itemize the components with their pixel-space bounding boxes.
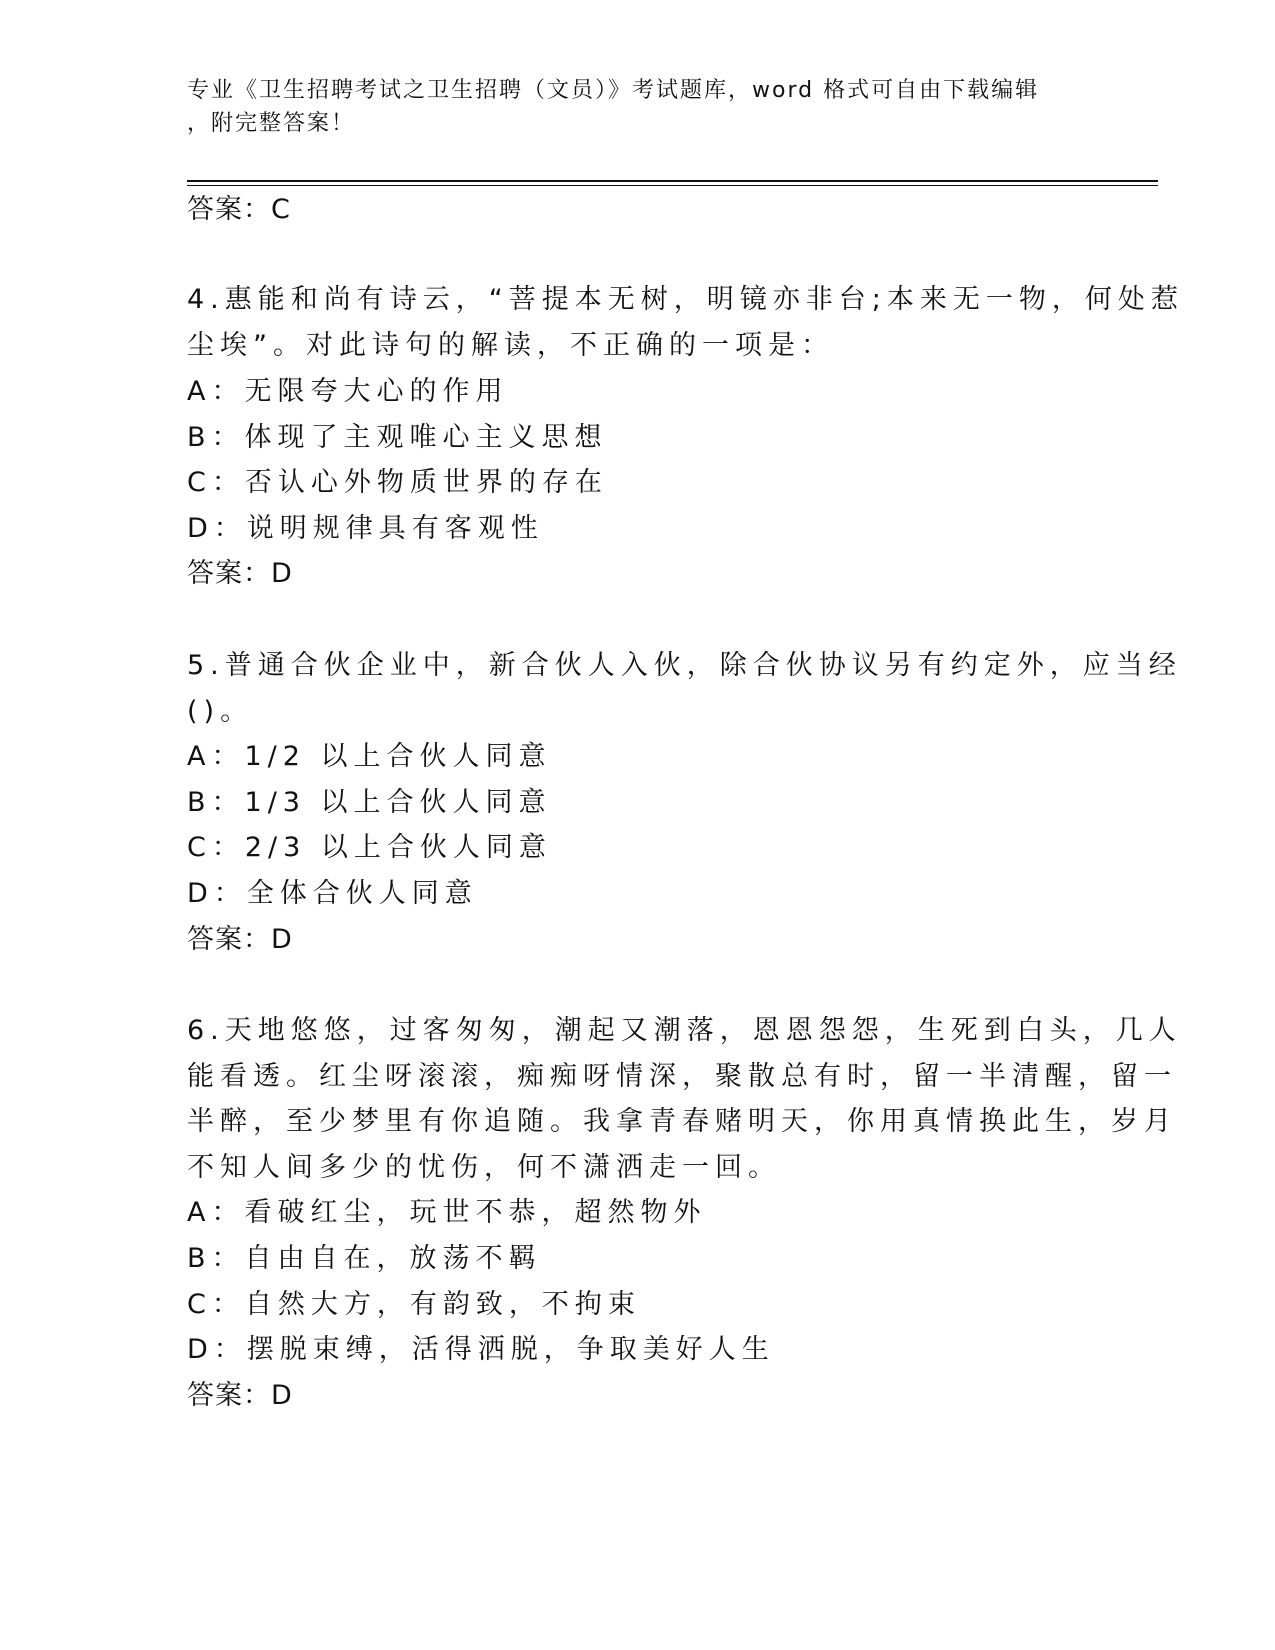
- answer-q3: 答案：C: [187, 194, 291, 225]
- q4-option-a: A：无限夸大心的作用: [187, 376, 509, 407]
- header-line-1: 专业《卫生招聘考试之卫生招聘（文员）》考试题库，word 格式可自由下载编辑: [187, 78, 1040, 103]
- q6-option-c: C：自然大方，有韵致，不拘束: [187, 1289, 641, 1320]
- q6-stem-line-3: 半醉，至少梦里有你追随。我拿青春赌明天，你用真情换此生，岁月: [187, 1106, 1177, 1137]
- document-header: [187, 74, 1087, 140]
- answer-q5: 答案：D: [187, 924, 293, 955]
- q6-option-a: A：看破红尘，玩世不恭，超然物外: [187, 1197, 707, 1228]
- q5-option-b: B：1/3 以上合伙人同意: [187, 787, 552, 818]
- answer-q4: 答案：D: [187, 558, 293, 589]
- q4-option-c: C：否认心外物质世界的存在: [187, 467, 608, 498]
- q6-stem-line-4: 不知人间多少的忧伤，何不潇洒走一回。: [187, 1152, 781, 1183]
- q5-option-d: D：全体合伙人同意: [187, 878, 478, 909]
- q5-option-a: A：1/2 以上合伙人同意: [187, 741, 552, 772]
- header-divider-thick: [187, 180, 1158, 182]
- q4-option-d: D：说明规律具有客观性: [187, 513, 544, 544]
- q5-stem-line-1: 5.普通合伙企业中，新合伙人入伙，除合伙协议另有约定外，应当经: [187, 650, 1182, 681]
- q6-option-d: D：摆脱束缚，活得洒脱，争取美好人生: [187, 1334, 775, 1365]
- q5-option-c: C：2/3 以上合伙人同意: [187, 832, 552, 863]
- q6-stem-line-2: 能看透。红尘呀滚滚，痴痴呀情深，聚散总有时，留一半清醒，留一: [187, 1061, 1177, 1092]
- q6-option-b: B：自由自在，放荡不羁: [187, 1243, 542, 1274]
- answer-q6: 答案：D: [187, 1380, 293, 1411]
- header-line-2: ，附完整答案！: [187, 111, 356, 136]
- q5-stem-line-2: ()。: [187, 696, 254, 727]
- q4-stem-line-2: 尘埃”。对此诗句的解读，不正确的一项是：: [187, 330, 834, 361]
- q4-stem-line-1: 4.惠能和尚有诗云，“菩提本无树，明镜亦非台;本来无一物，何处惹: [187, 284, 1184, 315]
- q4-option-b: B：体现了主观唯心主义思想: [187, 422, 608, 453]
- header-divider-thin: [187, 185, 1158, 186]
- q6-stem-line-1: 6.天地悠悠，过客匆匆，潮起又潮落，恩恩怨怨，生死到白头，几人: [187, 1015, 1182, 1046]
